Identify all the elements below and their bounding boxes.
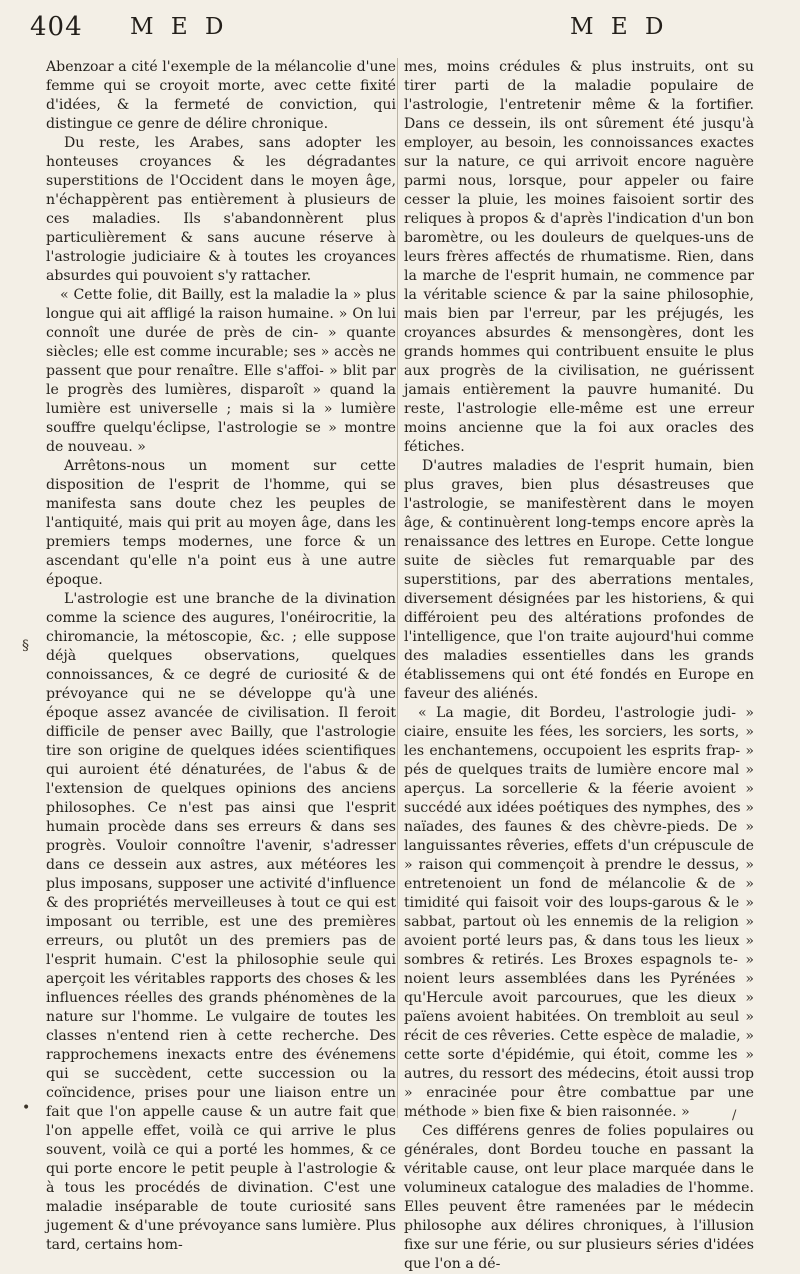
paragraph: Abenzoar a cité l'exemple de la mélancolie d'une femme qui se croyoit morte, avec cette fixité d'idées, & la fermeté de conviction, qui distingue ce genre de délire chronique. <box>46 59 396 132</box>
paragraph: L'astrologie est une branche de la divination comme la science des augures, l'onéirocritie, la chiromancie, la métoscopie, &c. ; elle suppose déjà quelques observations, quelques connoissances, & ce degré de curiosité & de prévoyance qui ne se développe qu'à une époque assez avancée de civilisation. Il feroit difficile de penser avec Bailly, que l'astrologie tire son origine de quelques idées scientifiques qui auroient été dénaturées, de l'abus & de l'extension de quelques opinions des anciens philosophes. Ce n'est pas ainsi que l'esprit humain procède dans ses erreurs & dans ses progrès. Vouloir connoître l'avenir, s'adresser dans ce dessein aux astres, aux météores les plus imposans, supposer une activité d'influence & des propriétés merveilleuses à tout ce qui est imposant ou terrible, est une des premières erreurs, ou plutôt un des premiers pas de l'esprit humain. C'est la philosophie seule qui aperçoit les véritables rapports des choses & les influences réelles des grands phénomènes de la nature sur l'homme. Le vulgaire de toutes les classes n'entend rien à cette recherche. Des rapprochemens inexacts entre des événemens qui se succèdent, cette succession ou la coïncidence, prises pour une liaison entre un fait que l'on appelle cause & un autre fait que l'on appelle effet, voilà ce qui arrive le plus souvent, voilà ce qui a porté les hommes, & ce qui porte encore le petit peuple à l'astrologie & à tous les procédés de divination. C'est une maladie inséparable de toute curiosité sans jugement & d'une prévoyance sans lumière. Plus tard, certains hom- <box>46 591 396 1253</box>
paragraph: D'autres maladies de l'esprit humain, bien plus graves, bien plus désastreuses que l'astrologie, se manifestèrent dans le moyen âge, & continuèrent long-temps encore après la renaissance des lettres en Europe. Cette longue suite de siècles fut remarquable par des superstitions, par des aberrations mentales, diversement désignées par les historiens, & qui différoient peu des altérations profondes de l'intelligence, que l'on traite aujourd'hui comme des maladies essentielles dans les grands établissemens qui ont été fondés en Europe en faveur des aliénés. <box>404 458 754 702</box>
paragraph: Ces différens genres de folies populaires ou générales, dont Bordeu touche en passant la véritable cause, ont leur place marquée dans le volumineux catalogue des maladies de l'homme. Elles peuvent être ramenées par le médecin philosophe aux délires chroniques, à l'illusion fixe sur une férie, ou sur plusieurs séries d'idées que l'on a dé- <box>404 1123 754 1272</box>
right-headword: M E D <box>570 14 669 40</box>
paragraph: Du reste, les Arabes, sans adopter les honteuses croyances & les dégradantes superstitions de l'Occident dans le moyen âge, n'échappèrent pas entièrement à plusieurs de ces maladies. Ils s'abandonnèrent plus particulièrement & sans aucune réserve à l'astrologie judiciaire & à toutes les croyances absurdes qui pouvoient s'y rattacher. <box>46 135 396 284</box>
page-number: 404 <box>30 12 83 42</box>
quotation-paragraph: « Cette folie, dit Bailly, est la maladie la » plus longue qui ait affligé la raison humaine. » On lui connoît une durée de près de cin- » quante siècles; elle est comme incurable; ses » accès ne passent que pour renaître. Elle s'affoi- » blit par le progrès des lumières, disparoît » quand la lumière est universelle ; mais si la » lumière souffre quelqu'éclipse, l'astrologie se » montre de nouveau. » <box>46 287 396 455</box>
quotation-paragraph: « La magie, dit Bordeu, l'astrologie judi- » ciaire, ensuite les fées, les sorciers, les sorts, » les enchantemens, occupoient les esprits frap- » pés de quelques traits de lumière encore mal » aperçus. La sorcellerie & la féerie avoient » succédé aux idées poétiques des nymphes, des » naïades, des faunes & des chèvre-pieds. De » languissantes rêveries, effets d'un crépuscule de » raison qui commençoit à prendre le dessus, » entretenoient un fond de mélancolie & de » timidité qui faisoit voir des loups-garous & le » sabbat, partout où les ennemis de la religion » avoient porté leurs pas, & dans tous les lieux » sombres & retirés. Les Broxes espagnols te- » noient leurs assemblées dans les Pyrénées » qu'Hercule avoit parcourues, que les dieux » païens avoient habitées. On trembloit au seul » récit de ces rêveries. Cette espèce de maladie, » cette sorte d'épidémie, qui étoit, comme les » autres, du ressort des médecins, étoit aussi trop » enracinée pour être combattue par une méthode » bien fixe & bien raisonnée. » <box>404 705 754 1120</box>
margin-mark: • <box>22 1100 31 1116</box>
margin-mark: § <box>22 638 29 654</box>
paragraph: mes, moins crédules & plus instruits, ont su tirer parti de la maladie populaire de l'astrologie, l'entretenir même & la fortifier. Dans ce dessein, ils ont sûrement été jusqu'à employer, au besoin, les connoissances exactes sur la nature, ce qui arrivoit encore naguère parmi nous, lorsque, pour appeler ou faire cesser la pluie, les moines faisoient sortir des reliques à propos & d'après l'indication d'un bon baromètre, ou les douleurs de quelques-uns de leurs frères affectés de rhumatisme. Rien, dans la marche de l'esprit humain, ne commence par la véritable science & par la saine philosophie, mais bien par l'erreur, par les préjugés, les croyances absurdes & mensongères, dont les grands hommes qui contribuent ensuite le plus aux progrès de la civilisation, ne guérissent jamais entièrement la pauvre humanité. Du reste, l'astrologie elle-même est une erreur moins ancienne que la foi aux oracles des fétiches. <box>404 59 754 455</box>
right-column <box>404 58 754 1274</box>
margin-mark: / <box>732 1108 737 1123</box>
left-column <box>46 58 396 1255</box>
paragraph: Arrêtons-nous un moment sur cette disposition de l'esprit de l'homme, qui se manifesta sans doute chez les peuples de l'antiquité, mais qui prit au moyen âge, dans les premiers temps modernes, une force & un ascendant qu'elle n'a point eus à une autre époque. <box>46 458 396 588</box>
running-header <box>30 10 770 50</box>
left-headword: M E D <box>130 14 229 40</box>
column-divider <box>397 58 398 1118</box>
